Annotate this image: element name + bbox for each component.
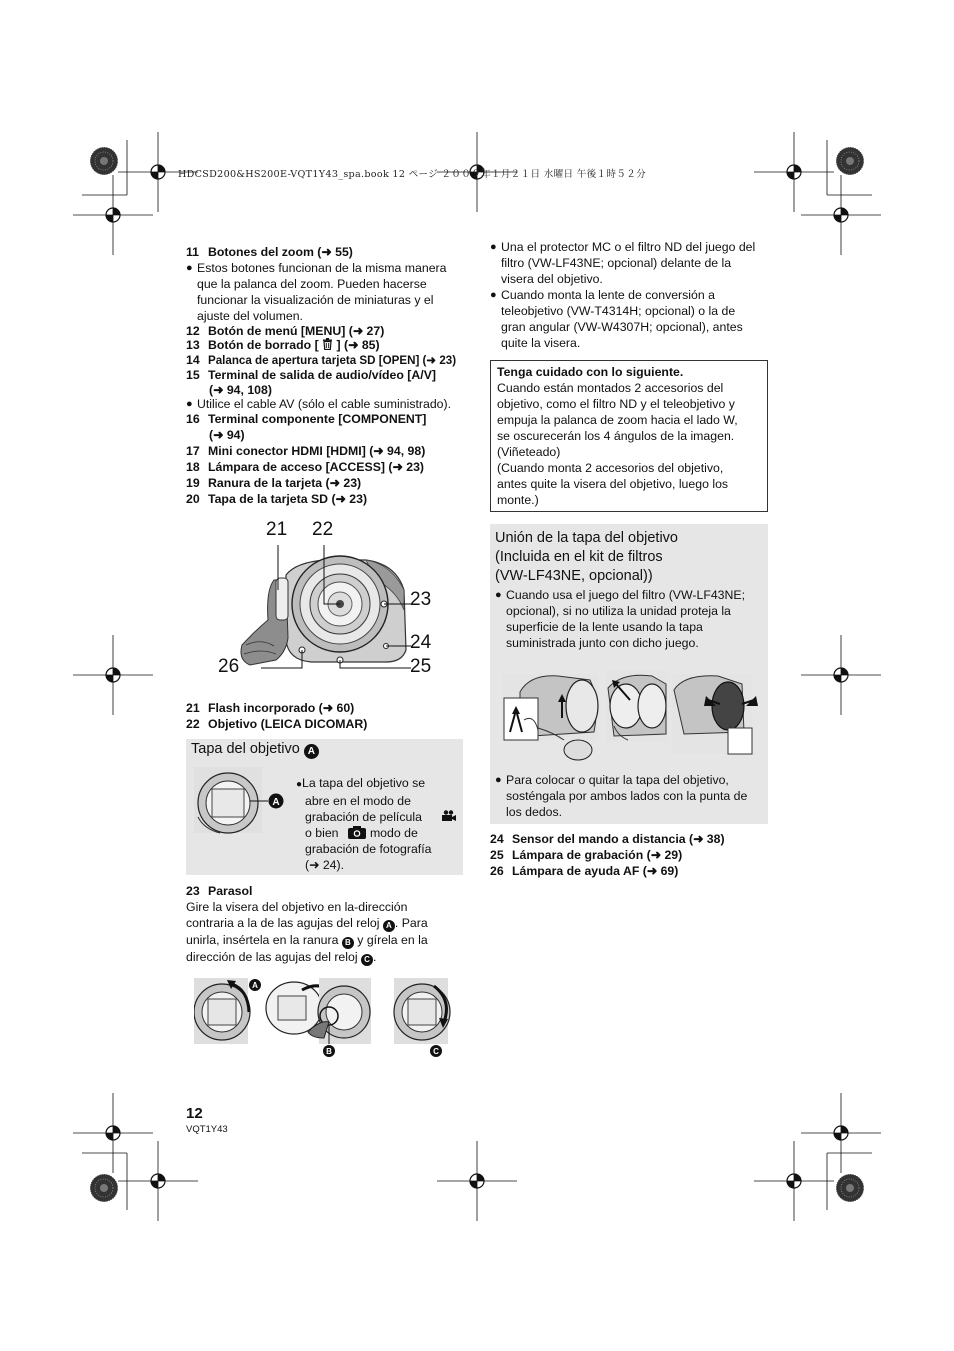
parasol-steps-illustration <box>194 972 454 1062</box>
text-fragment: . <box>373 950 377 964</box>
text-line <box>296 825 456 841</box>
callout-23: 23 <box>410 589 432 610</box>
marker-a-badge: A <box>304 744 319 759</box>
text-line: funcionar la visualización de miniaturas y el <box>197 293 434 307</box>
text-fragment: . Para <box>394 916 428 930</box>
lens-cover-illustration <box>194 767 289 835</box>
item-number: 20 <box>186 492 200 506</box>
text-line: Utilice el cable AV (sólo el cable suministrado). <box>197 397 452 411</box>
title-line: (Incluida en el kit de filtros <box>495 549 663 565</box>
svg-text:A: A <box>272 797 280 808</box>
callout-25: 25 <box>410 656 432 677</box>
title-line: (VW-LF43NE, opcional)) <box>495 568 653 584</box>
lens-cap-attach-box <box>490 524 768 824</box>
text-line: filtro (VW-LF43NE; opcional) delante de la <box>501 256 732 270</box>
lens-cap-steps-illustration <box>502 670 758 762</box>
registration-star-bottom-left <box>90 1174 118 1202</box>
item-26 <box>490 863 678 879</box>
bullet-dot: ● <box>186 398 193 410</box>
text-line: Cuando usa el juego del filtro (VW-LF43NE; <box>506 588 746 602</box>
item-label: Lámpara de acceso [ACCESS] (➜ 23) <box>208 460 425 474</box>
item-label: Parasol <box>208 884 253 898</box>
file-header-line: HDCSD200&HS200E-VQT1Y43_spa.book 12 ページ ２００９年１月２１日 水曜日 午後１時５２分 <box>178 169 646 180</box>
item-22 <box>186 716 367 732</box>
callout-24: 24 <box>410 632 432 653</box>
item-number: 16 <box>186 412 200 426</box>
caution-title: Tenga cuidado con lo siguiente. <box>497 365 684 379</box>
text-line: grabación de fotografía <box>305 842 432 856</box>
item-label: Palanca de apertura tarjeta SD [OPEN] (➜ 23) <box>208 354 457 367</box>
callout-21: 21 <box>266 519 288 540</box>
text-line: quite la visera. <box>501 336 581 350</box>
item-number: 25 <box>490 848 504 862</box>
text-fragment: dirección de las agujas del reloj <box>186 950 358 964</box>
item-number: 22 <box>186 717 200 731</box>
item-label: Tapa de la tarjeta SD (➜ 23) <box>208 492 368 506</box>
item-25 <box>490 847 682 863</box>
item-18 <box>186 459 424 475</box>
registration-star-top-left <box>90 147 118 175</box>
svg-text:A: A <box>252 981 258 990</box>
text-line: se oscurecerán los 4 ángulos de la imagen. <box>497 429 735 443</box>
photo-camera-mode-icon <box>348 826 366 839</box>
item-number: 11 <box>186 245 199 259</box>
text-line: visera del objetivo. <box>501 272 603 286</box>
item-number: 12 <box>186 324 200 338</box>
text-line: Una el protector MC o el filtro ND del juego del <box>501 240 756 254</box>
item-13 <box>186 337 380 353</box>
item-label: Lámpara de ayuda AF (➜ 69) <box>512 864 679 878</box>
page-number: 12 <box>186 1105 203 1122</box>
caution-box <box>490 360 768 512</box>
text-line: suministrada junto con dicho juego. <box>506 636 699 650</box>
text-line: Cuando están montados 2 accesorios del <box>497 381 724 395</box>
marker-b-badge: B <box>342 937 354 949</box>
item-label: Flash incorporado (➜ 60) <box>208 701 355 715</box>
lens-cover-title <box>191 740 319 759</box>
item-label-suffix: ] (➜ 85) <box>333 338 380 352</box>
callout-22: 22 <box>312 519 334 540</box>
item-number: 19 <box>186 476 200 490</box>
lens-cover-box <box>186 739 463 875</box>
text-line <box>186 949 466 966</box>
item-16-refs: (➜ 94) <box>209 428 245 442</box>
text-line: Estos botones funcionan de la misma manera <box>197 261 447 275</box>
text-line <box>296 809 456 825</box>
text-line: monte.) <box>497 493 539 507</box>
item-11 <box>186 244 353 260</box>
text-line: que la palanca del zoom. Pueden hacerse <box>197 277 427 291</box>
item-15 <box>186 367 436 383</box>
text-fragment: y gírela en la <box>357 933 428 947</box>
left-column <box>186 0 466 1351</box>
item-label: Terminal de salida de audio/vídeo [A/V] <box>208 368 436 382</box>
bullet-dot: ● <box>490 241 497 253</box>
item-number: 23 <box>186 884 200 898</box>
item-number: 18 <box>186 460 200 474</box>
text-line: Para colocar o quitar la tapa del objetivo, <box>506 773 729 787</box>
item-number: 17 <box>186 444 200 458</box>
text-line: Gire la visera del objetivo en la-dirección <box>186 900 408 914</box>
item-number: 26 <box>490 864 504 878</box>
svg-text:C: C <box>433 1047 439 1056</box>
item-label: Objetivo (LEICA DICOMAR) <box>208 717 368 731</box>
text-fragment: unirla, insértela en la ranura <box>186 933 339 947</box>
text-line <box>296 775 456 793</box>
text-line: antes quite la visera del objetivo, luego los <box>497 477 729 491</box>
item-number: 24 <box>490 832 504 846</box>
text-fragment: grabación de película <box>305 810 422 824</box>
item-17 <box>186 443 425 459</box>
item-24 <box>490 831 725 847</box>
text-line: (➜ 24). <box>305 858 345 872</box>
trash-icon <box>322 338 333 350</box>
text-line: opcional), si no utiliza la unidad proteja la <box>506 604 731 618</box>
parasol-text <box>186 899 466 966</box>
text-line: abre en el modo de <box>305 794 411 808</box>
text-line: Cuando monta la lente de conversión a <box>501 288 715 302</box>
item-label: Lámpara de grabación (➜ 29) <box>512 848 683 862</box>
model-code: VQT1Y43 <box>186 1124 228 1135</box>
text-line: empuja la palanca de zoom hacia el lado W, <box>497 413 738 427</box>
callout-26: 26 <box>218 656 240 677</box>
text-line: (Cuando monta 2 accesorios del objetivo, <box>497 461 724 475</box>
marker-c-badge: C <box>361 954 373 966</box>
item-20 <box>186 491 367 507</box>
text-line: sosténgala por ambos lados con la punta de <box>506 789 748 803</box>
registration-star-bottom-right <box>836 1174 864 1202</box>
bullet-dot: ● <box>490 289 497 301</box>
bullet-dot: ● <box>186 262 193 274</box>
item-number: 15 <box>186 368 200 382</box>
item-number: 14 <box>186 353 200 367</box>
item-label: Terminal componente [COMPONENT] <box>208 412 427 426</box>
registration-star-top-right <box>836 147 864 175</box>
right-column <box>490 0 770 1351</box>
lens-cover-title-text: Tapa del objetivo <box>191 741 300 757</box>
item-label: Botón de menú [MENU] (➜ 27) <box>208 324 385 338</box>
text-fragment: modo de <box>369 826 418 840</box>
text-line <box>186 915 466 932</box>
bullet-dot: ● <box>296 779 303 790</box>
item-19 <box>186 475 361 491</box>
item-number: 21 <box>186 701 200 715</box>
svg-text:B: B <box>326 1047 332 1056</box>
item-15-refs: (➜ 94, 108) <box>209 383 272 397</box>
item-label: Botón de borrado [ <box>208 338 323 352</box>
text-fragment: La tapa del objetivo se <box>302 776 426 790</box>
item-label: Sensor del mando a distancia (➜ 38) <box>512 832 725 846</box>
text-line <box>186 932 466 949</box>
text-line: los dedos. <box>506 805 563 819</box>
title-line: Unión de la tapa del objetivo <box>495 530 678 546</box>
text-line: ajuste del volumen. <box>197 309 303 323</box>
lens-cover-text <box>296 775 456 873</box>
text-line: (Viñeteado) <box>497 445 561 459</box>
lens-cap-attach-title <box>495 529 678 586</box>
item-label: Ranura de la tarjeta (➜ 23) <box>208 476 362 490</box>
text-line: gran angular (VW-W4307H; opcional), antes <box>501 320 743 334</box>
text-line: teleobjetivo (VW-T4314H; opcional) o la de <box>501 304 736 318</box>
item-label: Botones del zoom (➜ 55) <box>208 245 353 259</box>
text-line: objetivo, como el filtro ND y el teleobjetivo y <box>497 397 735 411</box>
bullet-dot: ● <box>495 774 502 786</box>
item-21 <box>186 700 354 716</box>
video-camera-mode-icon <box>441 810 457 822</box>
item-label: Mini conector HDMI [HDMI] (➜ 94, 98) <box>208 444 426 458</box>
item-23 <box>186 883 252 899</box>
camera-front-illustration <box>216 520 446 690</box>
text-line: superficie de la lente usando la tapa <box>506 620 703 634</box>
item-16 <box>186 411 426 427</box>
text-fragment: contraria a la de las agujas del reloj <box>186 916 380 930</box>
marker-a-badge: A <box>383 920 395 932</box>
caution-text <box>497 364 738 508</box>
text-fragment: o bien <box>305 826 339 840</box>
item-number: 13 <box>186 338 200 352</box>
bullet-dot: ● <box>495 589 502 601</box>
